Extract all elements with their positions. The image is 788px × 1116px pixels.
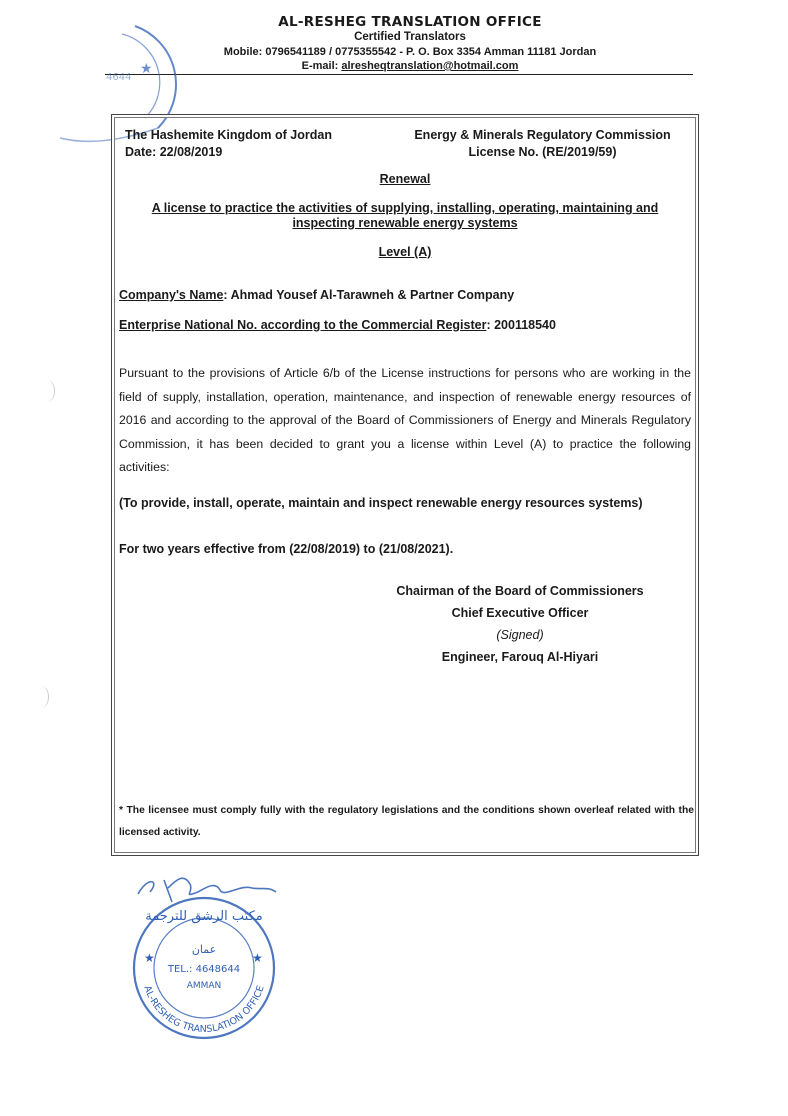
body-paragraph: Pursuant to the provisions of Article 6/b of the License instructions for persons who are working in the field of supply, installation, operation, maintenance, and inspection of renewable energy resources of 2016 and according to the approval of the Board of Commissioners of Energy and Minerals Regulatory Commission, it has been decided to grant you a license within Level (A) to practice the following activities: <box>119 366 691 474</box>
authority-name: Energy & Minerals Regulatory Commission <box>414 128 671 142</box>
scan-mark <box>34 686 49 708</box>
company-name-row <box>119 288 514 302</box>
enterprise-label: Enterprise National No. according to the Commercial Register <box>119 318 487 332</box>
license-title-line-2: inspecting renewable energy systems <box>292 216 518 230</box>
stamp-star-right-icon: ★ <box>252 951 263 965</box>
level-heading: Level (A) <box>378 245 432 259</box>
svg-text:4644: 4644 <box>106 72 132 83</box>
stamp-tel: TEL.: 4648644 <box>167 964 241 975</box>
company-label: Company's Name <box>119 288 224 302</box>
enterprise-number-row <box>119 318 556 332</box>
license-number: License No. (RE/2019/59) <box>468 145 617 159</box>
stamp-arabic-city: عمان <box>191 943 217 956</box>
office-name: AL-RESHEG TRANSLATION OFFICE <box>278 14 542 30</box>
signatory-name: Engineer, Farouq Al-Hiyari <box>441 650 599 664</box>
stamp-city: AMMAN <box>186 981 222 991</box>
stamp-arabic-top: مكتب الرشق للترجمة <box>145 909 263 924</box>
translation-office-stamp <box>120 858 290 1048</box>
certified-translators: Certified Translators <box>354 31 466 43</box>
license-title-line-1: A license to practice the activities of supplying, installing, operating, maintaining and <box>151 201 659 215</box>
footnote: * The licensee must comply fully with the regulatory legislations and the conditions shown overleaf related with the licensed activity. <box>119 805 694 838</box>
scan-mark <box>40 380 55 402</box>
header-rule <box>105 74 693 75</box>
country-name: The Hashemite Kingdom of Jordan <box>125 128 332 142</box>
issue-date: Date: 22/08/2019 <box>125 145 223 159</box>
email-line <box>190 60 630 72</box>
activities-statement: (To provide, install, operate, maintain and inspect renewable energy resources systems) <box>119 496 643 510</box>
signed-note: (Signed) <box>496 628 544 642</box>
signatory-role: Chief Executive Officer <box>451 606 589 620</box>
enterprise-value: : 200118540 <box>486 318 556 332</box>
email-link[interactable]: alresheqtranslation@hotmail.com <box>341 60 519 72</box>
svg-text:★: ★ <box>140 60 153 76</box>
renewal-heading: Renewal <box>379 172 431 186</box>
stamp-star-left-icon: ★ <box>144 951 155 965</box>
validity-period: For two years effective from (22/08/2019) to (21/08/2021). <box>119 542 454 556</box>
contact-line: Mobile: 0796541189 / 0775355542 - P. O. Box 3354 Amman 11181 Jordan <box>223 46 597 58</box>
signatory-title: Chairman of the Board of Commissioners <box>396 584 644 598</box>
stamp-ring-text: AL-RESHEG TRANSLATION OFFICE <box>141 984 267 1036</box>
company-value: : Ahmad Yousef Al-Tarawneh & Partner Company <box>223 288 515 302</box>
email-label: E-mail: <box>301 60 339 72</box>
